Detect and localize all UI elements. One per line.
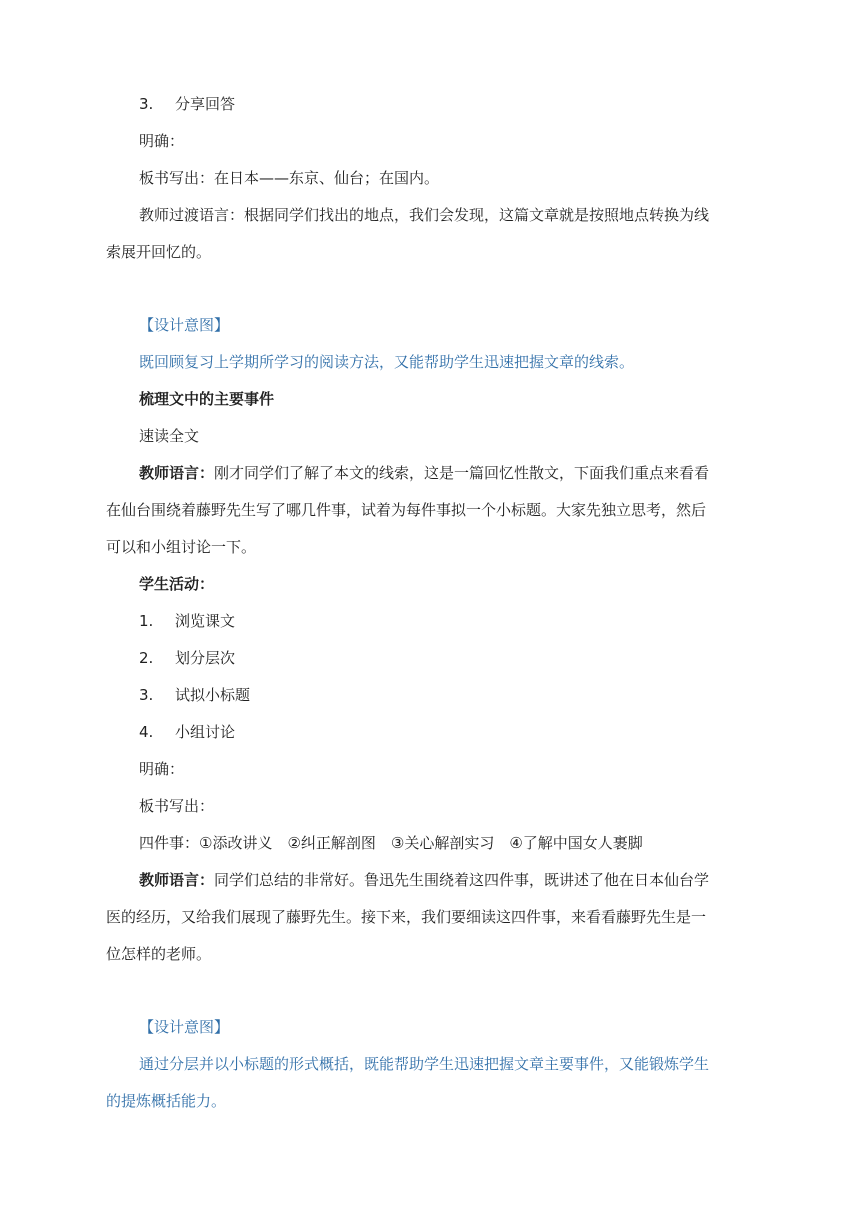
- list-item: [139, 685, 250, 705]
- section-subheading: 速读全文: [139, 427, 200, 445]
- list-item: [139, 722, 235, 742]
- activity-label: 学生活动：: [139, 575, 215, 593]
- list-text: 浏览课文: [175, 612, 236, 630]
- board-note: 板书写出：: [139, 797, 215, 815]
- list-item: [139, 94, 235, 114]
- transition-line-1: 教师过渡语言：根据同学们找出的地点，我们会发现，这篇文章就是按照地点转换为线: [139, 206, 710, 224]
- design-intent-heading: 【设计意图】: [139, 316, 230, 334]
- teacher2-line-3: 位怎样的老师。: [106, 945, 212, 963]
- teacher-text: 同学们总结的非常好。鲁迅先生围绕着这四件事，既讲述了他在日本仙台学: [214, 871, 710, 889]
- design-intent-heading: 【设计意图】: [139, 1018, 230, 1036]
- teacher-line-3: 可以和小组讨论一下。: [106, 538, 257, 556]
- list-number: 1.: [139, 612, 154, 630]
- teacher2-line-2: 医的经历，又给我们展现了藤野先生。接下来，我们要细读这四件事，来看看藤野先生是一: [106, 908, 707, 926]
- list-text: 试拟小标题: [175, 686, 251, 704]
- clarify-label: 明确：: [139, 760, 185, 778]
- teacher-label: 教师语言：: [139, 871, 215, 889]
- design-intent-line-1: 通过分层并以小标题的形式概括，既能帮助学生迅速把握文章主要事件，又能锻炼学生: [139, 1055, 710, 1073]
- list-text: 划分层次: [175, 649, 236, 667]
- list-text: 小组讨论: [175, 723, 236, 741]
- teacher-line-2: 在仙台围绕着藤野先生写了哪几件事，试着为每件事拟一个小标题。大家先独立思考，然后: [106, 501, 707, 519]
- teacher-label: 教师语言：: [139, 464, 215, 482]
- clarify-label: 明确：: [139, 132, 185, 150]
- design-intent-text: 既回顾复习上学期所学习的阅读方法，又能帮助学生迅速把握文章的线索。: [139, 353, 635, 371]
- list-number: 3.: [139, 95, 154, 113]
- teacher2-line-1: [139, 870, 709, 890]
- list-number: 4.: [139, 723, 154, 741]
- transition-line-2: 索展开回忆的。: [106, 243, 212, 261]
- list-number: 3.: [139, 686, 154, 704]
- list-item: [139, 648, 235, 668]
- list-item: [139, 611, 235, 631]
- list-text: 分享回答: [175, 95, 236, 113]
- list-number: 2.: [139, 649, 154, 667]
- four-events: 四件事：①添改讲义 ②纠正解剖图 ③关心解剖实习 ④了解中国女人裹脚: [139, 834, 643, 852]
- board-note: 板书写出：在日本——东京、仙台；在国内。: [139, 169, 440, 187]
- teacher-text: 刚才同学们了解了本文的线索，这是一篇回忆性散文，下面我们重点来看看: [214, 464, 710, 482]
- teacher-line-1: [139, 463, 709, 483]
- design-intent-line-2: 的提炼概括能力。: [106, 1092, 227, 1110]
- section-heading: 梳理文中的主要事件: [139, 390, 275, 408]
